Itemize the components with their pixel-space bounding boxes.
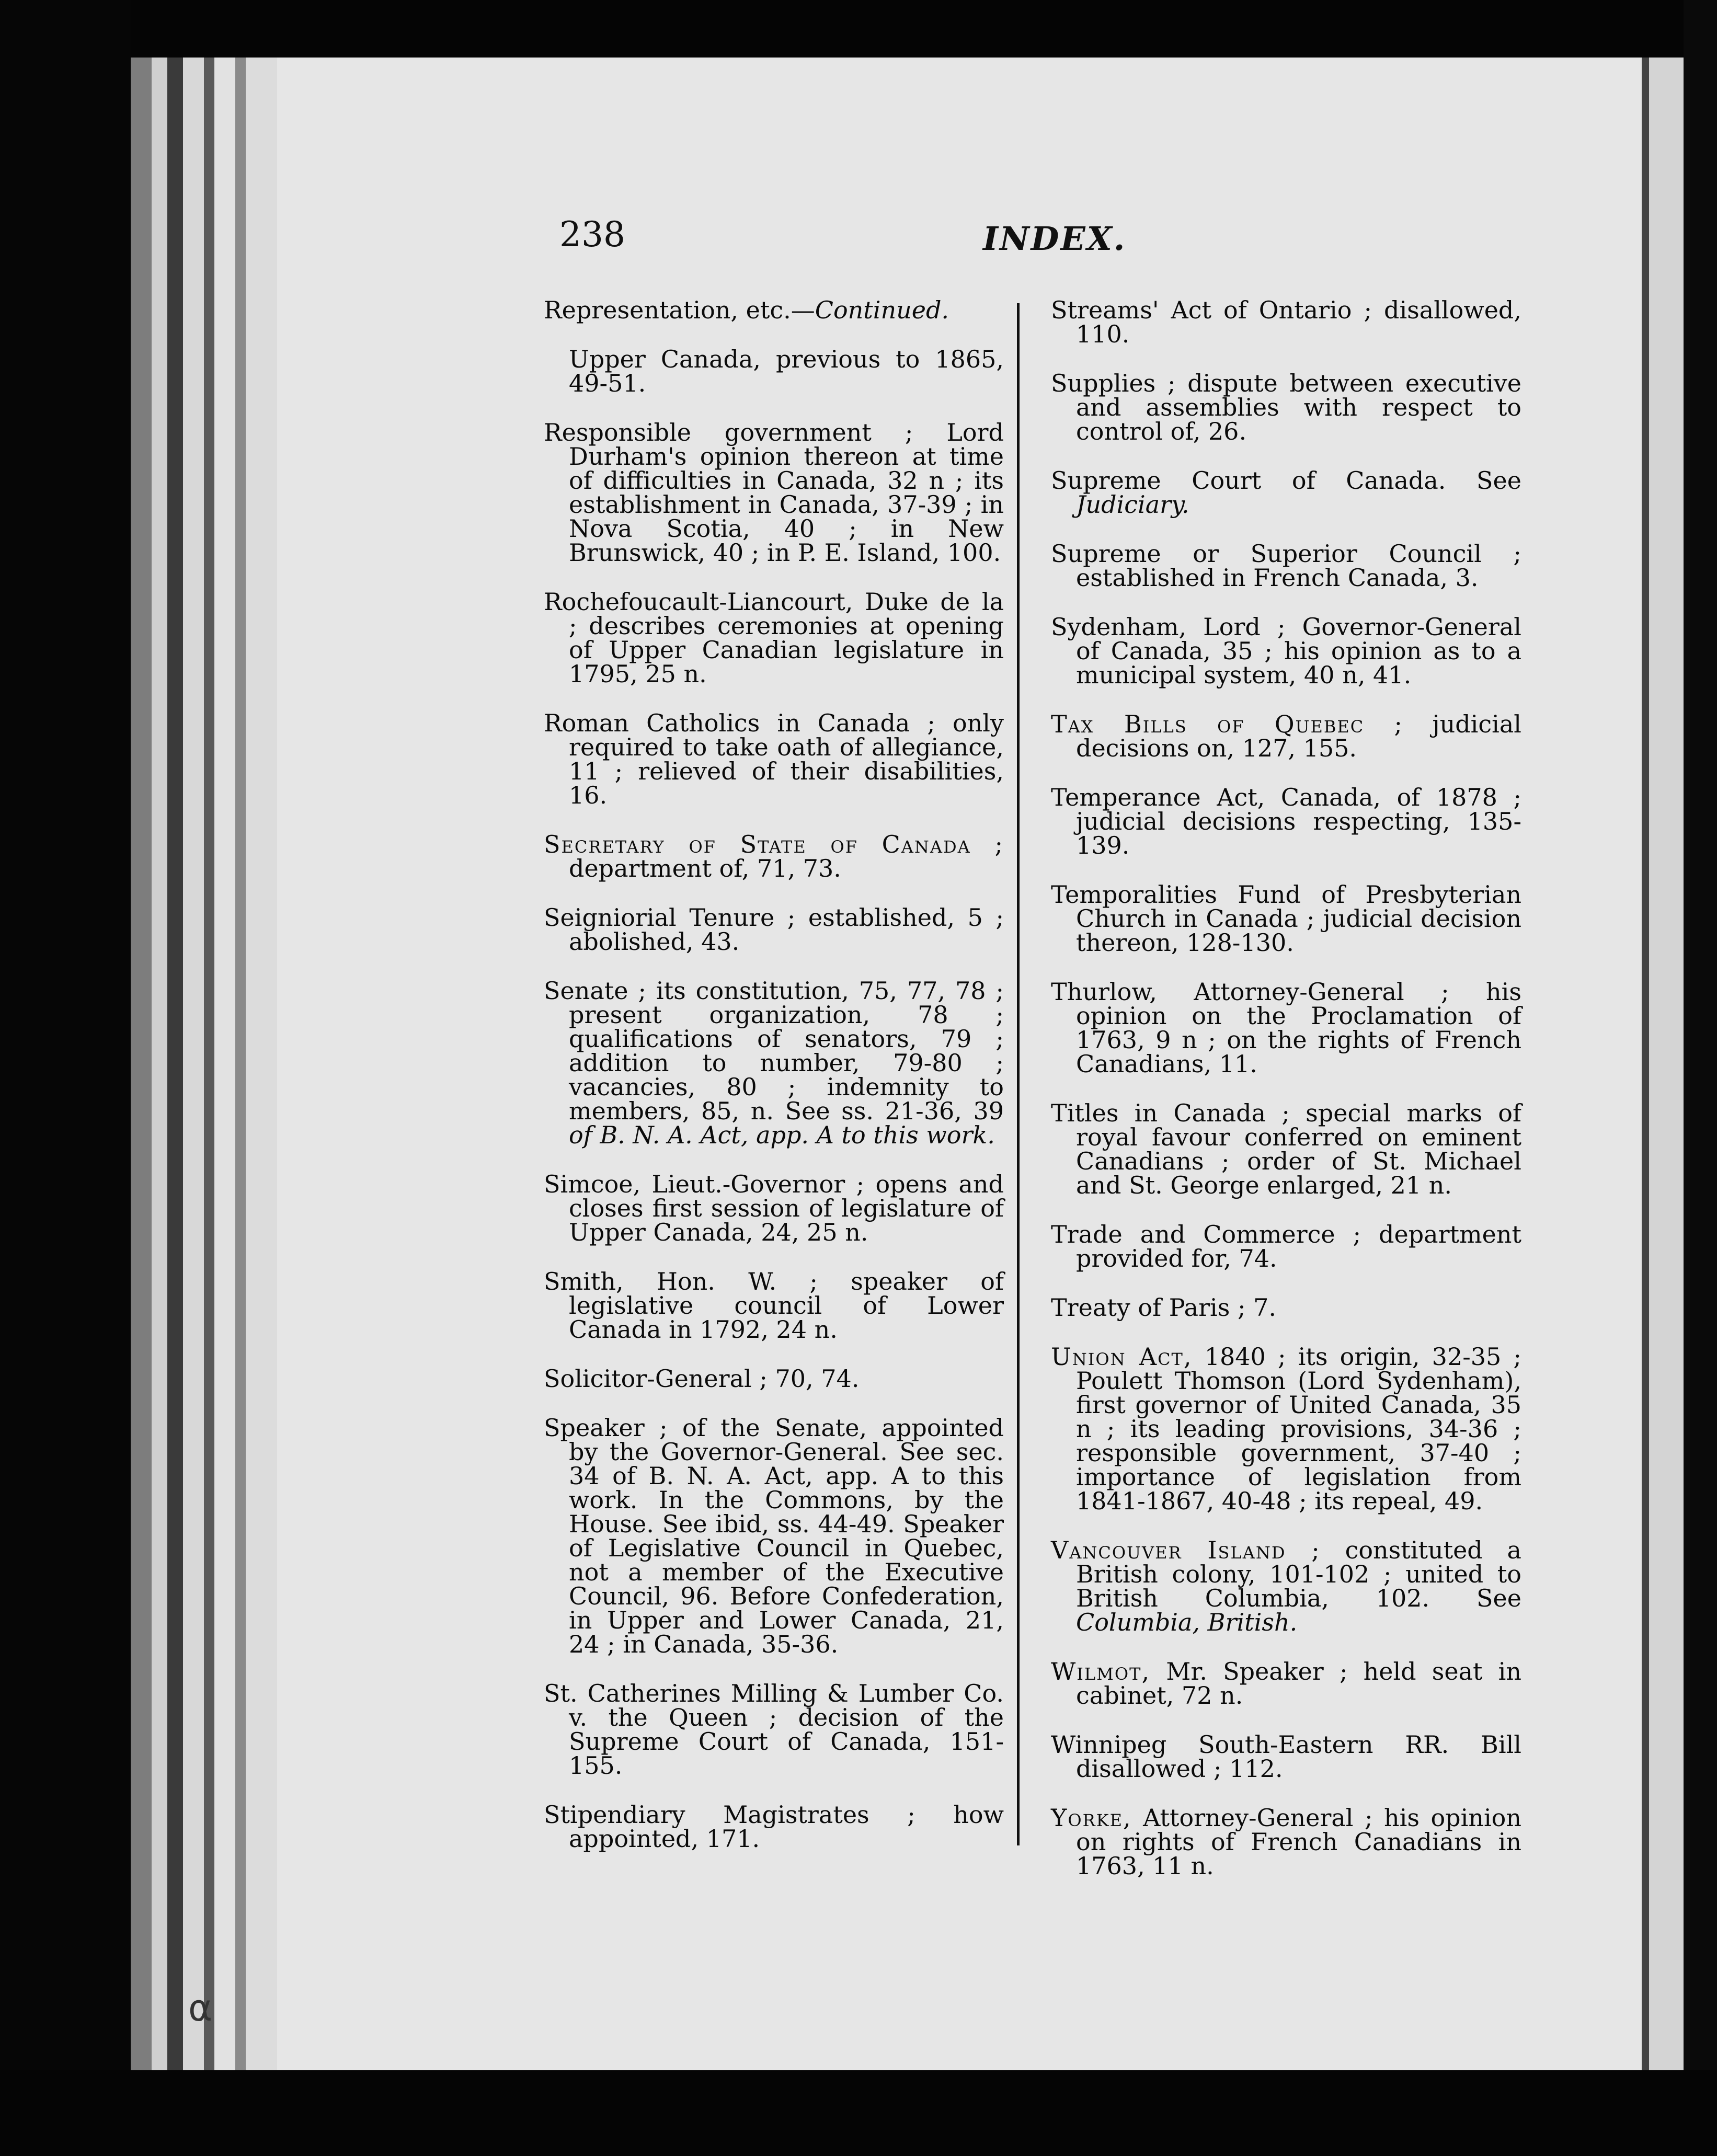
index-entry-text: constituted a British colony, 101-102 ; united to British Columbia, 102. See bbox=[1076, 1536, 1521, 1612]
index-entry-text: See bbox=[1446, 466, 1521, 495]
index-entry-heading: Rochefoucault-Liancourt, Duke de la ; bbox=[544, 588, 1004, 640]
index-entry-heading: Wilmot, bbox=[1051, 1657, 1151, 1685]
index-entry-heading: Supreme Court of Canada. bbox=[1051, 466, 1446, 495]
page-edge-right bbox=[1649, 58, 1684, 2070]
index-entry-heading: St. Catherines Milling & Lumber Co. v. the Queen ; bbox=[544, 1679, 1004, 1731]
index-entry bbox=[1051, 1730, 1521, 1783]
index-entry-text: of the Senate, appointed by the Governor-General. See sec. 34 of B. N. A. Act, app. A to this work. In the Commons, by the House. See ibid, ss. 44-49. Speaker of Legislative Council in Quebec, not a member of the Executive Council, 96. Before Confederation, in Upper and Lower Canada, 21, 24 ; in Canada, 35-36. bbox=[569, 1414, 1004, 1658]
index-entry bbox=[544, 1803, 1004, 1851]
index-entry bbox=[1051, 1657, 1521, 1710]
index-entry-text: 70, 74. bbox=[767, 1364, 860, 1393]
index-entry-heading: Thurlow, Attorney-General ; bbox=[1051, 978, 1449, 1006]
index-entry bbox=[544, 832, 1004, 880]
index-entry-text: disallowed, 110. bbox=[1076, 296, 1521, 348]
index-entry-text: Mr. Speaker ; held seat in cabinet, 72 n. bbox=[1076, 1657, 1521, 1710]
index-entry-heading: Roman Catholics in Canada ; bbox=[544, 709, 935, 737]
index-entry bbox=[1051, 615, 1521, 687]
index-entry-heading: Supplies ; bbox=[1051, 369, 1176, 397]
index-entry-heading: Speaker ; bbox=[544, 1414, 668, 1442]
index-entry-text: decision of the Supreme Court of Canada, 151-155. bbox=[569, 1703, 1004, 1780]
index-entry-heading-italic: Continued. bbox=[815, 296, 949, 324]
margin-mark: α bbox=[188, 1987, 213, 2029]
index-entry-text: opens and closes first session of legislature of Upper Canada, 24, 25 n. bbox=[569, 1170, 1004, 1246]
index-entry bbox=[544, 979, 1004, 1147]
index-entry-text: its constitution, 75, 77, 78 ; present organization, 78 ; qualifications of senators, 79 ; addition to number, 79-80 ; vacancies, 80 ; indemnity to members, 85, n. See ss. 21-36, 39 bbox=[569, 977, 1004, 1125]
index-entry-heading: Responsible government ; bbox=[544, 418, 913, 446]
index-entry-heading: Seigniorial Tenure ; bbox=[544, 903, 796, 932]
index-entry-text: judicial decision thereon, 128-130. bbox=[1076, 904, 1522, 957]
index-entry bbox=[1051, 1222, 1521, 1270]
film-border-right bbox=[1684, 0, 1717, 2156]
index-entry-heading: Secretary of State of Canada ; bbox=[544, 830, 1004, 858]
index-entry-text: only required to take oath of allegiance, 11 ; relieved of their disabilities, 16. bbox=[569, 709, 1004, 809]
index-entry-heading: Smith, Hon. W. ; bbox=[544, 1267, 818, 1295]
index-entry-text: judicial decisions respecting, 135-139. bbox=[1076, 807, 1521, 859]
index-entry-heading: Sydenham, Lord ; bbox=[1051, 613, 1286, 641]
index-entry bbox=[1051, 1538, 1521, 1634]
page-edge bbox=[204, 58, 214, 2070]
index-entry-text: Governor-General of Canada, 35 ; his opinion as to a municipal system, 40 n, 41. bbox=[1076, 613, 1522, 689]
page-edge bbox=[167, 58, 183, 2070]
index-entry-heading: Temporalities Fund of Presbyterian Church in Canada ; bbox=[1051, 880, 1521, 933]
index-entry-heading: Temperance Act, Canada, of 1878 ; bbox=[1051, 783, 1521, 811]
index-entry-heading: Yorke, bbox=[1051, 1804, 1132, 1832]
index-entry-text: Lord Durham's opinion thereon at time of difficulties in Canada, 32 n ; its establishment in Canada, 37-39 ; in Nova Scotia, 40 ; in New Brunswick, 40 ; in P. E. Island, 100. bbox=[569, 418, 1004, 567]
page-edge bbox=[235, 58, 246, 2070]
page-edge bbox=[152, 58, 167, 2070]
index-entry-text: department of, 71, 73. bbox=[569, 854, 841, 882]
page-edge bbox=[131, 58, 152, 2070]
index-entry bbox=[544, 420, 1004, 565]
column-divider bbox=[1017, 303, 1020, 1845]
index-entry bbox=[544, 1679, 1004, 1780]
page-edge bbox=[183, 58, 204, 2070]
index-entry-heading: Winnipeg South-Eastern RR. Bill bbox=[1051, 1730, 1521, 1759]
index-entry-heading: Trade and Commerce ; bbox=[1051, 1220, 1361, 1248]
page-edge-right bbox=[1642, 58, 1649, 2070]
index-entry-heading: Tax Bills of Quebec ; bbox=[1051, 710, 1404, 738]
index-entry bbox=[1051, 1345, 1521, 1513]
index-entry-heading: Titles in Canada ; bbox=[1051, 1099, 1290, 1127]
index-entry-heading: Representation, etc.— bbox=[544, 296, 815, 324]
index-entry bbox=[1051, 980, 1521, 1076]
index-entry-text: department provided for, 74. bbox=[1076, 1220, 1521, 1272]
index-entry bbox=[1051, 1295, 1521, 1320]
index-entry-text: 1840 ; its origin, 32-35 ; Poulett Thomson (Lord Sydenham), first governor of United Canada, 35 n ; its leading provisions, 34-36 ; responsible government, 37-40 ; importance of legislation from 1841-1867, 40-48 ; its repeal, 49. bbox=[1076, 1343, 1521, 1515]
index-entry bbox=[544, 590, 1004, 686]
index-entry bbox=[544, 711, 1004, 807]
index-entry bbox=[1051, 298, 1521, 346]
index-entry bbox=[1051, 785, 1521, 857]
index-entry-heading: Treaty of Paris ; bbox=[1051, 1293, 1246, 1322]
index-entry bbox=[544, 1267, 1004, 1344]
index-entry bbox=[1051, 1101, 1521, 1197]
index-entry bbox=[1051, 882, 1521, 955]
index-entry-text: his opinion on the Proclamation of 1763, 9 n ; on the rights of French Canadians, 11. bbox=[1076, 978, 1521, 1078]
page-edge bbox=[214, 58, 235, 2070]
running-head: INDEX. bbox=[983, 220, 1127, 258]
index-entry-heading: Simcoe, Lieut.-Governor ; bbox=[544, 1170, 865, 1198]
index-entry-heading: Union Act, bbox=[1051, 1343, 1193, 1371]
index-entry-reference: Judiciary. bbox=[1076, 490, 1189, 519]
index-entry-text: dispute between executive and assemblies with respect to control of, 26. bbox=[1076, 369, 1522, 445]
index-entry bbox=[544, 298, 1004, 322]
index-entry bbox=[544, 1364, 1004, 1393]
index-entry bbox=[544, 1172, 1004, 1244]
film-border-top bbox=[0, 0, 1717, 58]
index-entry-heading: Vancouver Island ; bbox=[1051, 1536, 1321, 1564]
index-entry-text: Attorney-General ; his opinion on rights of French Canadians in 1763, 11 n. bbox=[1076, 1804, 1521, 1880]
index-entry-reference: of B. N. A. Act, app. A to this work. bbox=[569, 1121, 995, 1149]
index-entry bbox=[1051, 1806, 1521, 1878]
index-entry bbox=[1051, 712, 1521, 760]
page-edge bbox=[246, 58, 277, 2070]
index-entry bbox=[1051, 468, 1521, 517]
index-entry-text: disallowed ; 112. bbox=[1076, 1754, 1283, 1783]
index-entry-text: special marks of royal favour conferred on eminent Canadians ; order of St. Michael and St. George enlarged, 21 n. bbox=[1076, 1099, 1521, 1199]
index-entry-text: describes ceremonies at opening of Upper Canadian legislature in 1795, 25 n. bbox=[569, 612, 1004, 688]
page-number: 238 bbox=[559, 214, 625, 255]
index-entry-text: established in French Canada, 3. bbox=[1076, 564, 1479, 592]
index-entry-text: Upper Canada, previous to 1865, 49-51. bbox=[569, 345, 1004, 397]
film-border-left bbox=[0, 0, 131, 2156]
index-entry-text: judicial decisions on, 127, 155. bbox=[1076, 710, 1522, 762]
index-entry-text: speaker of legislative council of Lower Canada in 1792, 24 n. bbox=[569, 1267, 1004, 1344]
index-entry-text: how appointed, 171. bbox=[569, 1801, 1004, 1853]
film-border-bottom bbox=[0, 2070, 1717, 2156]
index-entry-heading: Supreme or Superior Council ; bbox=[1051, 540, 1521, 568]
index-entry-reference: Columbia, British. bbox=[1076, 1608, 1298, 1636]
index-entry bbox=[1051, 371, 1521, 443]
page-header bbox=[559, 214, 1127, 267]
index-entry bbox=[544, 905, 1004, 954]
index-entry bbox=[544, 1416, 1004, 1656]
index-column-right bbox=[1051, 298, 1521, 1903]
index-entry bbox=[1051, 542, 1521, 590]
index-entry-heading: Solicitor-General ; bbox=[544, 1364, 768, 1393]
index-entry-heading: Senate ; bbox=[544, 977, 646, 1005]
index-entry-text: established, 5 ; abolished, 43. bbox=[569, 903, 1004, 956]
index-entry-heading: Stipendiary Magistrates ; bbox=[544, 1801, 915, 1829]
index-entry bbox=[544, 347, 1004, 395]
index-entry-heading: Streams' Act of Ontario ; bbox=[1051, 296, 1372, 324]
index-entry-text: 7. bbox=[1245, 1293, 1277, 1322]
index-column-left bbox=[544, 298, 1004, 1876]
